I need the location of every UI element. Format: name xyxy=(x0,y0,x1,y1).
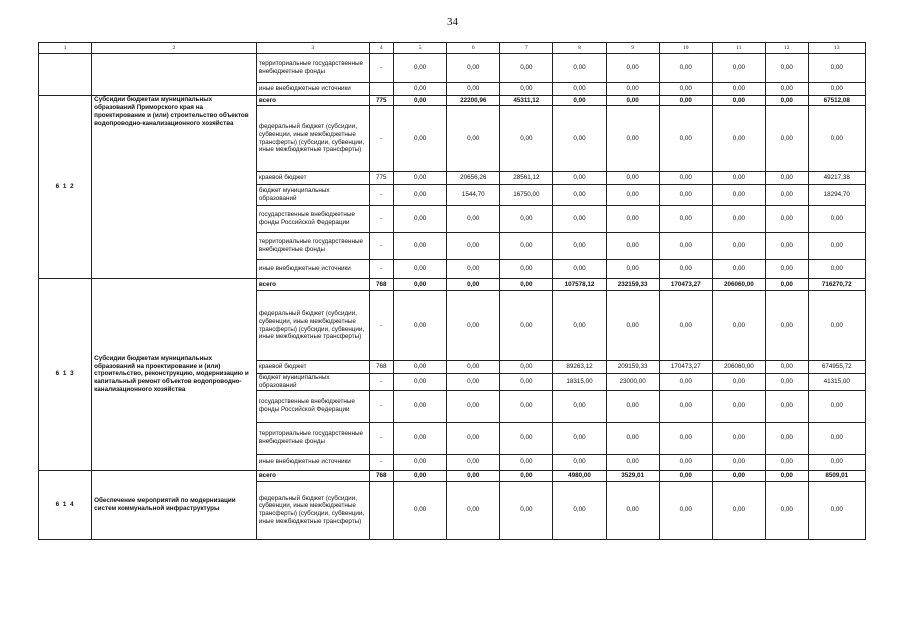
value-cell: 0,00 xyxy=(659,470,712,481)
column-header: 8 xyxy=(553,43,606,54)
value-cell: 0,00 xyxy=(553,454,606,470)
value-cell: 0,00 xyxy=(447,422,500,454)
source-cell: территориальные государственные внебюджетные фонды xyxy=(256,422,369,454)
value-cell: 0,00 xyxy=(765,106,808,172)
value-cell: 0,00 xyxy=(808,83,866,96)
value-cell: 0,00 xyxy=(765,454,808,470)
source-cell: иные внебюджетные источники xyxy=(256,83,369,96)
value-cell: 3529,01 xyxy=(606,470,659,481)
value-cell: - xyxy=(369,454,393,470)
value-cell: 0,00 xyxy=(500,83,553,96)
value-cell: 0,00 xyxy=(712,374,765,391)
value-cell xyxy=(369,83,393,96)
source-cell: всего xyxy=(256,279,369,291)
value-cell: 0,00 xyxy=(500,279,553,291)
value-cell: 0,00 xyxy=(394,96,447,106)
value-cell: 0,00 xyxy=(394,279,447,291)
value-cell: 49217,38 xyxy=(808,172,866,185)
value-cell: 0,00 xyxy=(500,206,553,233)
value-cell: 0,00 xyxy=(808,454,866,470)
value-cell: 0,00 xyxy=(808,260,866,279)
value-cell: 0,00 xyxy=(500,454,553,470)
value-cell: 0,00 xyxy=(394,206,447,233)
value-cell: 0,00 xyxy=(808,233,866,260)
value-cell: 0,00 xyxy=(712,172,765,185)
value-cell: 0,00 xyxy=(712,206,765,233)
value-cell: 206060,00 xyxy=(712,361,765,374)
code-cell: 6 1 3 xyxy=(39,279,92,471)
value-cell: 0,00 xyxy=(659,54,712,83)
value-cell: 0,00 xyxy=(765,481,808,539)
value-cell: 0,00 xyxy=(765,172,808,185)
source-cell: иные внебюджетные источники xyxy=(256,260,369,279)
value-cell: 0,00 xyxy=(394,233,447,260)
value-cell: 0,00 xyxy=(394,54,447,83)
table-header xyxy=(39,43,866,54)
value-cell: 0,00 xyxy=(553,172,606,185)
value-cell: 23000,00 xyxy=(606,374,659,391)
value-cell: 232159,33 xyxy=(606,279,659,291)
source-cell: бюджет муниципальных образований xyxy=(256,374,369,391)
source-cell: государственные внебюджетные фонды Российской Федерации xyxy=(256,390,369,422)
value-cell: 0,00 xyxy=(712,390,765,422)
source-cell: краевой бюджет xyxy=(256,172,369,185)
value-cell: 0,00 xyxy=(659,291,712,361)
value-cell: 0,00 xyxy=(553,233,606,260)
value-cell: 0,00 xyxy=(765,291,808,361)
value-cell: 0,00 xyxy=(447,279,500,291)
column-header: 11 xyxy=(712,43,765,54)
value-cell xyxy=(369,481,393,539)
value-cell: 170473,27 xyxy=(659,279,712,291)
value-cell: 0,00 xyxy=(606,172,659,185)
source-cell: федеральный бюджет (субсидии, субвенции, иные межбюджетные трансферты) (субсидии, субвенции, иные межбюджетные трансферты) xyxy=(256,481,369,539)
value-cell: 0,00 xyxy=(765,361,808,374)
code-cell xyxy=(39,54,92,96)
value-cell: 0,00 xyxy=(712,96,765,106)
value-cell: - xyxy=(369,260,393,279)
value-cell: 0,00 xyxy=(765,185,808,206)
source-cell: территориальные государственные внебюджетные фонды xyxy=(256,54,369,83)
budget-table xyxy=(38,42,866,540)
value-cell: 22200,96 xyxy=(447,96,500,106)
value-cell: 0,00 xyxy=(659,185,712,206)
value-cell: 768 xyxy=(369,279,393,291)
column-header: 7 xyxy=(500,43,553,54)
column-header: 1 xyxy=(39,43,92,54)
description-cell: Субсидии бюджетам муниципальных образований на проектирование и (или) строительство, реконструкцию, модернизацию и капитальный ремонт объектов водопроводно-канализационного хозяйства xyxy=(92,279,257,471)
value-cell: 0,00 xyxy=(394,291,447,361)
value-cell: 0,00 xyxy=(500,54,553,83)
value-cell: 768 xyxy=(369,361,393,374)
value-cell: 0,00 xyxy=(394,185,447,206)
value-cell: 0,00 xyxy=(394,106,447,172)
value-cell: 89263,12 xyxy=(553,361,606,374)
value-cell: 0,00 xyxy=(659,260,712,279)
value-cell: 0,00 xyxy=(553,291,606,361)
value-cell: 0,00 xyxy=(606,260,659,279)
value-cell: 16750,00 xyxy=(500,185,553,206)
value-cell: 0,00 xyxy=(394,390,447,422)
value-cell: 0,00 xyxy=(447,481,500,539)
value-cell: 0,00 xyxy=(765,390,808,422)
value-cell: 0,00 xyxy=(394,481,447,539)
value-cell: 0,00 xyxy=(659,422,712,454)
value-cell: 209159,33 xyxy=(606,361,659,374)
value-cell: 0,00 xyxy=(500,481,553,539)
value-cell: 0,00 xyxy=(765,233,808,260)
value-cell: 0,00 xyxy=(606,233,659,260)
description-cell: Обеспечение мероприятий по модернизации систем коммунальной инфраструктуры xyxy=(92,470,257,539)
total-row xyxy=(39,279,866,291)
value-cell: 674955,72 xyxy=(808,361,866,374)
value-cell: 0,00 xyxy=(808,390,866,422)
value-cell: 0,00 xyxy=(606,291,659,361)
source-cell: краевой бюджет xyxy=(256,361,369,374)
value-cell: 0,00 xyxy=(394,361,447,374)
value-cell: 0,00 xyxy=(606,390,659,422)
value-cell: 0,00 xyxy=(712,422,765,454)
value-cell: 0,00 xyxy=(659,454,712,470)
value-cell: 0,00 xyxy=(765,422,808,454)
value-cell: 0,00 xyxy=(553,106,606,172)
source-cell: территориальные государственные внебюджетные фонды xyxy=(256,233,369,260)
value-cell: 0,00 xyxy=(808,206,866,233)
value-cell: 0,00 xyxy=(447,83,500,96)
value-cell: 0,00 xyxy=(394,422,447,454)
page-number: 34 xyxy=(447,16,458,28)
value-cell: 0,00 xyxy=(808,291,866,361)
value-cell: - xyxy=(369,390,393,422)
value-cell: 0,00 xyxy=(500,374,553,391)
code-cell: 6 1 4 xyxy=(39,470,92,539)
value-cell: 0,00 xyxy=(808,422,866,454)
value-cell: - xyxy=(369,106,393,172)
value-cell: 18315,00 xyxy=(553,374,606,391)
source-cell: бюджет муниципальных образований xyxy=(256,185,369,206)
value-cell: 0,00 xyxy=(447,260,500,279)
value-cell: 0,00 xyxy=(606,454,659,470)
value-cell: 67512,08 xyxy=(808,96,866,106)
value-cell: - xyxy=(369,422,393,454)
value-cell: 0,00 xyxy=(606,422,659,454)
value-cell: 0,00 xyxy=(394,470,447,481)
value-cell: 0,00 xyxy=(447,470,500,481)
value-cell: 0,00 xyxy=(553,96,606,106)
value-cell: 107578,12 xyxy=(553,279,606,291)
value-cell: 0,00 xyxy=(712,454,765,470)
value-cell: 0,00 xyxy=(659,96,712,106)
value-cell: 0,00 xyxy=(712,83,765,96)
value-cell: 0,00 xyxy=(808,481,866,539)
source-cell: федеральный бюджет (субсидии, субвенции, иные межбюджетные трансферты) (субсидии, субвенции, иные межбюджетные трансферты) xyxy=(256,106,369,172)
value-cell: 0,00 xyxy=(553,206,606,233)
value-cell: - xyxy=(369,185,393,206)
value-cell: 0,00 xyxy=(659,390,712,422)
column-header: 10 xyxy=(659,43,712,54)
table-row xyxy=(39,54,866,83)
value-cell: 0,00 xyxy=(606,206,659,233)
value-cell: 0,00 xyxy=(606,96,659,106)
value-cell: 0,00 xyxy=(553,54,606,83)
value-cell: 0,00 xyxy=(447,54,500,83)
value-cell: 28561,12 xyxy=(500,172,553,185)
header-row xyxy=(39,43,866,54)
value-cell: 0,00 xyxy=(712,260,765,279)
value-cell: 716270,72 xyxy=(808,279,866,291)
column-header: 4 xyxy=(369,43,393,54)
column-header: 9 xyxy=(606,43,659,54)
value-cell: 0,00 xyxy=(447,454,500,470)
value-cell: 0,00 xyxy=(659,481,712,539)
value-cell: 0,00 xyxy=(765,206,808,233)
value-cell: 4980,00 xyxy=(553,470,606,481)
value-cell: 0,00 xyxy=(500,291,553,361)
value-cell: 0,00 xyxy=(606,481,659,539)
value-cell: 0,00 xyxy=(553,422,606,454)
value-cell: 45311,12 xyxy=(500,96,553,106)
value-cell: 206060,00 xyxy=(712,279,765,291)
value-cell: 0,00 xyxy=(765,470,808,481)
value-cell: 0,00 xyxy=(765,54,808,83)
value-cell: 0,00 xyxy=(500,361,553,374)
column-header: 2 xyxy=(92,43,257,54)
value-cell: 0,00 xyxy=(500,260,553,279)
column-header: 6 xyxy=(447,43,500,54)
value-cell: 0,00 xyxy=(394,374,447,391)
value-cell: 775 xyxy=(369,96,393,106)
description-cell xyxy=(92,54,257,96)
value-cell: 0,00 xyxy=(659,374,712,391)
value-cell: 170473,27 xyxy=(659,361,712,374)
column-header: 12 xyxy=(765,43,808,54)
value-cell: 0,00 xyxy=(808,106,866,172)
value-cell: 0,00 xyxy=(606,185,659,206)
value-cell: 0,00 xyxy=(712,470,765,481)
value-cell: 0,00 xyxy=(553,481,606,539)
value-cell: 0,00 xyxy=(447,374,500,391)
value-cell: 0,00 xyxy=(447,390,500,422)
value-cell: 0,00 xyxy=(808,54,866,83)
value-cell: 0,00 xyxy=(765,260,808,279)
value-cell: 0,00 xyxy=(500,390,553,422)
value-cell: 775 xyxy=(369,172,393,185)
value-cell: 0,00 xyxy=(712,54,765,83)
value-cell: 0,00 xyxy=(553,390,606,422)
value-cell: 18294,70 xyxy=(808,185,866,206)
source-cell: иные внебюджетные источники xyxy=(256,454,369,470)
total-row xyxy=(39,96,866,106)
value-cell: 0,00 xyxy=(659,206,712,233)
value-cell: - xyxy=(369,233,393,260)
value-cell: 20656,26 xyxy=(447,172,500,185)
code-cell: 6 1 2 xyxy=(39,96,92,279)
value-cell: - xyxy=(369,374,393,391)
value-cell: 0,00 xyxy=(500,233,553,260)
value-cell: 0,00 xyxy=(712,185,765,206)
value-cell: 0,00 xyxy=(447,206,500,233)
value-cell: 0,00 xyxy=(394,454,447,470)
value-cell: 0,00 xyxy=(553,185,606,206)
value-cell: 0,00 xyxy=(765,374,808,391)
total-row xyxy=(39,470,866,481)
value-cell: 0,00 xyxy=(606,54,659,83)
value-cell: 0,00 xyxy=(606,83,659,96)
value-cell: 0,00 xyxy=(500,106,553,172)
source-cell: государственные внебюджетные фонды Российской Федерации xyxy=(256,206,369,233)
value-cell: 0,00 xyxy=(659,83,712,96)
value-cell: 0,00 xyxy=(606,106,659,172)
value-cell: 0,00 xyxy=(765,83,808,96)
description-cell: Субсидии бюджетам муниципальных образований Приморского края на проектирование и (или) строительство объектов водопроводно-канализационного хозяйства xyxy=(92,96,257,279)
value-cell: 0,00 xyxy=(712,481,765,539)
source-cell: всего xyxy=(256,96,369,106)
value-cell: 0,00 xyxy=(447,361,500,374)
value-cell: 768 xyxy=(369,470,393,481)
value-cell: 0,00 xyxy=(447,291,500,361)
column-header: 3 xyxy=(256,43,369,54)
value-cell: 0,00 xyxy=(712,291,765,361)
source-cell: всего xyxy=(256,470,369,481)
value-cell: 0,00 xyxy=(765,96,808,106)
value-cell: 0,00 xyxy=(659,172,712,185)
value-cell: 0,00 xyxy=(394,260,447,279)
value-cell: 0,00 xyxy=(712,233,765,260)
value-cell: 0,00 xyxy=(765,279,808,291)
value-cell: - xyxy=(369,54,393,83)
value-cell: 0,00 xyxy=(447,233,500,260)
value-cell: 1544,70 xyxy=(447,185,500,206)
value-cell: - xyxy=(369,206,393,233)
value-cell: 0,00 xyxy=(712,106,765,172)
value-cell: 0,00 xyxy=(394,83,447,96)
value-cell: 41315,00 xyxy=(808,374,866,391)
value-cell: 0,00 xyxy=(394,172,447,185)
value-cell: 0,00 xyxy=(447,106,500,172)
table-body xyxy=(39,54,866,540)
value-cell: 0,00 xyxy=(500,470,553,481)
column-header: 13 xyxy=(808,43,866,54)
value-cell: 0,00 xyxy=(553,83,606,96)
value-cell: - xyxy=(369,291,393,361)
value-cell: 0,00 xyxy=(500,422,553,454)
value-cell: 0,00 xyxy=(659,106,712,172)
source-cell: федеральный бюджет (субсидии, субвенции, иные межбюджетные трансферты) (субсидии, субвенции, иные межбюджетные трансферты) xyxy=(256,291,369,361)
value-cell: 0,00 xyxy=(553,260,606,279)
column-header: 5 xyxy=(394,43,447,54)
value-cell: 8509,01 xyxy=(808,470,866,481)
value-cell: 0,00 xyxy=(659,233,712,260)
